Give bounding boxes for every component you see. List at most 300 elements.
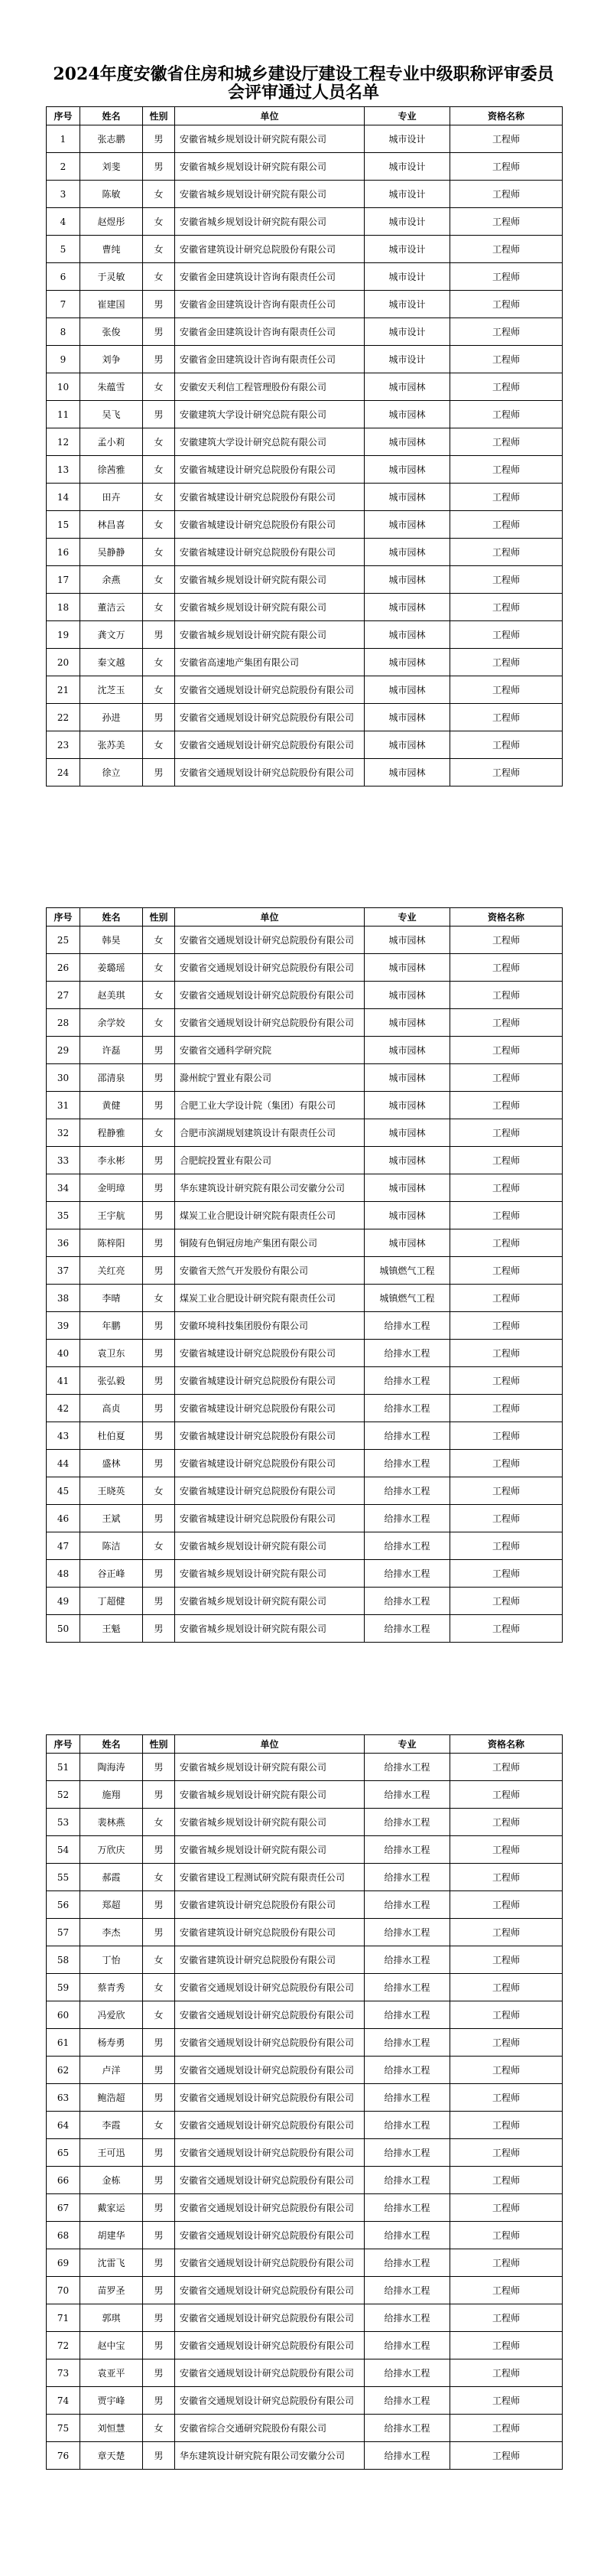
table-row [47, 1974, 563, 2001]
table-row [47, 566, 563, 594]
cell-qualification: 工程师 [450, 1202, 563, 1229]
cell-qualification: 工程师 [450, 759, 563, 786]
cell-unit: 安徽省交通规划设计研究总院股份有限公司 [175, 676, 365, 704]
cell-name: 杜伯夏 [80, 1422, 143, 1450]
cell-major: 城市园林 [365, 621, 450, 649]
cell-no: 3 [47, 181, 80, 208]
cell-qualification: 工程师 [450, 621, 563, 649]
cell-unit: 安徽省城乡规划设计研究院有限公司 [175, 1754, 365, 1781]
table-row [47, 2084, 563, 2112]
cell-no: 71 [47, 2304, 80, 2332]
cell-no: 67 [47, 2194, 80, 2222]
cell-qualification: 工程师 [450, 539, 563, 566]
table-row [47, 2139, 563, 2167]
cell-qualification: 工程师 [450, 1367, 563, 1395]
cell-qualification: 工程师 [450, 484, 563, 511]
table-row [47, 484, 563, 511]
cell-major: 给排水工程 [365, 1615, 450, 1643]
cell-name: 崔建国 [80, 291, 143, 318]
cell-name: 赵美琪 [80, 982, 143, 1009]
cell-no: 13 [47, 456, 80, 484]
cell-qualification: 工程师 [450, 2112, 563, 2139]
cell-unit: 安徽省交通规划设计研究总院股份有限公司 [175, 731, 365, 759]
table-row [47, 1505, 563, 1532]
cell-gender: 男 [143, 1367, 175, 1395]
cell-unit: 安徽省金田建筑设计咨询有限责任公司 [175, 346, 365, 373]
table-row [47, 2112, 563, 2139]
table-body [47, 1754, 563, 2470]
cell-no: 4 [47, 208, 80, 236]
cell-major: 城市设计 [365, 236, 450, 263]
table-row [47, 401, 563, 428]
cell-qualification: 工程师 [450, 1946, 563, 1974]
cell-gender: 女 [143, 1285, 175, 1312]
cell-qualification: 工程师 [450, 1285, 563, 1312]
cell-qualification: 工程师 [450, 2415, 563, 2442]
cell-name: 丁超健 [80, 1588, 143, 1615]
cell-unit: 安徽省交通规划设计研究总院股份有限公司 [175, 982, 365, 1009]
cell-gender: 女 [143, 982, 175, 1009]
cell-unit: 安徽省天然气开发股份有限公司 [175, 1257, 365, 1285]
cell-no: 1 [47, 125, 80, 153]
cell-unit: 安徽省交通规划设计研究总院股份有限公司 [175, 2222, 365, 2249]
cell-qualification: 工程师 [450, 511, 563, 539]
cell-no: 70 [47, 2277, 80, 2304]
cell-name: 胡建华 [80, 2222, 143, 2249]
cell-name: 张弘毅 [80, 1367, 143, 1395]
cell-gender: 男 [143, 1588, 175, 1615]
table-row [47, 511, 563, 539]
cell-gender: 女 [143, 236, 175, 263]
cell-name: 张苏美 [80, 731, 143, 759]
header-gender: 性别 [143, 1735, 175, 1754]
cell-major: 城市园林 [365, 731, 450, 759]
cell-name: 林昌喜 [80, 511, 143, 539]
table-row [47, 2304, 563, 2332]
cell-major: 城市园林 [365, 759, 450, 786]
cell-no: 43 [47, 1422, 80, 1450]
cell-no: 24 [47, 759, 80, 786]
cell-no: 76 [47, 2442, 80, 2470]
cell-qualification: 工程师 [450, 125, 563, 153]
cell-no: 40 [47, 1340, 80, 1367]
cell-gender: 女 [143, 1119, 175, 1147]
cell-major: 给排水工程 [365, 1312, 450, 1340]
header-gender: 性别 [143, 107, 175, 125]
cell-name: 王可迅 [80, 2139, 143, 2167]
cell-no: 68 [47, 2222, 80, 2249]
cell-qualification: 工程师 [450, 1615, 563, 1643]
cell-gender: 男 [143, 1450, 175, 1477]
table-row [47, 1312, 563, 1340]
cell-qualification: 工程师 [450, 373, 563, 401]
table-row [47, 318, 563, 346]
cell-unit: 安徽省交通规划设计研究总院股份有限公司 [175, 2359, 365, 2387]
cell-qualification: 工程师 [450, 456, 563, 484]
cell-name: 赵中宝 [80, 2332, 143, 2359]
cell-gender: 女 [143, 373, 175, 401]
cell-qualification: 工程师 [450, 2332, 563, 2359]
cell-gender: 男 [143, 125, 175, 153]
cell-qualification: 工程师 [450, 1340, 563, 1367]
cell-name: 黄健 [80, 1092, 143, 1119]
cell-no: 34 [47, 1174, 80, 1202]
cell-qualification: 工程师 [450, 594, 563, 621]
table-row [47, 2057, 563, 2084]
cell-unit: 安徽省城建设计研究总院股份有限公司 [175, 1477, 365, 1505]
cell-major: 给排水工程 [365, 1450, 450, 1477]
cell-no: 31 [47, 1092, 80, 1119]
cell-major: 给排水工程 [365, 1919, 450, 1946]
cell-major: 给排水工程 [365, 1395, 450, 1422]
cell-name: 袁亚平 [80, 2359, 143, 2387]
table-row [47, 1037, 563, 1064]
cell-major: 城市园林 [365, 1202, 450, 1229]
cell-gender: 女 [143, 954, 175, 982]
table-row [47, 1450, 563, 1477]
cell-name: 王宇航 [80, 1202, 143, 1229]
cell-qualification: 工程师 [450, 927, 563, 954]
cell-qualification: 工程师 [450, 291, 563, 318]
cell-qualification: 工程师 [450, 2001, 563, 2029]
cell-gender: 男 [143, 759, 175, 786]
cell-name: 蔡青秀 [80, 1974, 143, 2001]
cell-name: 施翔 [80, 1781, 143, 1809]
table-row [47, 759, 563, 786]
cell-no: 12 [47, 428, 80, 456]
cell-gender: 男 [143, 1754, 175, 1781]
cell-unit: 安徽省交通规划设计研究总院股份有限公司 [175, 2194, 365, 2222]
table-row [47, 1257, 563, 1285]
table-row [47, 346, 563, 373]
cell-gender: 男 [143, 2139, 175, 2167]
cell-qualification: 工程师 [450, 428, 563, 456]
cell-gender: 女 [143, 428, 175, 456]
cell-qualification: 工程师 [450, 181, 563, 208]
cell-major: 给排水工程 [365, 2139, 450, 2167]
table-row [47, 1532, 563, 1560]
cell-unit: 安徽省城乡规划设计研究院有限公司 [175, 621, 365, 649]
cell-unit: 安徽省建筑设计研究总院股份有限公司 [175, 1891, 365, 1919]
cell-unit: 安徽省城乡规划设计研究院有限公司 [175, 125, 365, 153]
cell-major: 给排水工程 [365, 2222, 450, 2249]
cell-major: 城市园林 [365, 511, 450, 539]
cell-gender: 男 [143, 1919, 175, 1946]
cell-name: 李晴 [80, 1285, 143, 1312]
cell-name: 董洁云 [80, 594, 143, 621]
table-row [47, 539, 563, 566]
cell-gender: 女 [143, 539, 175, 566]
cell-major: 城市园林 [365, 1147, 450, 1174]
cell-name: 谷正峰 [80, 1560, 143, 1588]
cell-unit: 煤炭工业合肥设计研究院有限责任公司 [175, 1202, 365, 1229]
cell-gender: 女 [143, 1809, 175, 1836]
table-header-row [47, 908, 563, 927]
cell-name: 卢洋 [80, 2057, 143, 2084]
cell-no: 64 [47, 2112, 80, 2139]
cell-no: 52 [47, 1781, 80, 1809]
cell-name: 朱蕴雪 [80, 373, 143, 401]
cell-gender: 男 [143, 1422, 175, 1450]
table-row [47, 1174, 563, 1202]
cell-gender: 男 [143, 1229, 175, 1257]
cell-qualification: 工程师 [450, 1809, 563, 1836]
cell-no: 50 [47, 1615, 80, 1643]
cell-qualification: 工程师 [450, 1864, 563, 1891]
cell-name: 杨寿勇 [80, 2029, 143, 2057]
cell-gender: 男 [143, 1615, 175, 1643]
cell-gender: 男 [143, 1891, 175, 1919]
cell-qualification: 工程师 [450, 704, 563, 731]
cell-unit: 华东建筑设计研究院有限公司安徽分公司 [175, 2442, 365, 2470]
title-line-2: 会评审通过人员名单 [227, 83, 379, 103]
table-row [47, 2332, 563, 2359]
table-row [47, 2167, 563, 2194]
cell-unit: 安徽省城乡规划设计研究院有限公司 [175, 1560, 365, 1588]
cell-gender: 女 [143, 731, 175, 759]
table-body [47, 125, 563, 786]
cell-major: 城市园林 [365, 456, 450, 484]
cell-name: 吴静静 [80, 539, 143, 566]
cell-qualification: 工程师 [450, 1147, 563, 1174]
cell-no: 45 [47, 1477, 80, 1505]
cell-no: 28 [47, 1009, 80, 1037]
cell-major: 给排水工程 [365, 1560, 450, 1588]
table-row [47, 2359, 563, 2387]
table-row [47, 676, 563, 704]
table-body [47, 927, 563, 1643]
cell-major: 城市园林 [365, 927, 450, 954]
roster-table-page-3 [46, 1734, 563, 2470]
cell-qualification: 工程师 [450, 1312, 563, 1340]
header-unit: 单位 [175, 1735, 365, 1754]
cell-no: 41 [47, 1367, 80, 1395]
cell-name: 陈洁 [80, 1532, 143, 1560]
cell-qualification: 工程师 [450, 2387, 563, 2415]
header-no: 序号 [47, 1735, 80, 1754]
cell-qualification: 工程师 [450, 2249, 563, 2277]
cell-qualification: 工程师 [450, 1754, 563, 1781]
cell-no: 32 [47, 1119, 80, 1147]
table-row [47, 1919, 563, 1946]
cell-major: 给排水工程 [365, 1532, 450, 1560]
cell-major: 城市设计 [365, 181, 450, 208]
cell-name: 郑超 [80, 1891, 143, 1919]
cell-no: 54 [47, 1836, 80, 1864]
title-line-1: 2024年度安徽省住房和城乡建设厅建设工程专业中级职称评审委员 [53, 64, 554, 84]
cell-no: 18 [47, 594, 80, 621]
cell-unit: 安徽省金田建筑设计咨询有限责任公司 [175, 291, 365, 318]
cell-qualification: 工程师 [450, 954, 563, 982]
cell-major: 给排水工程 [365, 2304, 450, 2332]
cell-unit: 安徽省高速地产集团有限公司 [175, 649, 365, 676]
cell-unit: 安徽省综合交通研究院股份有限公司 [175, 2415, 365, 2442]
table-row [47, 2222, 563, 2249]
cell-name: 高贞 [80, 1395, 143, 1422]
cell-major: 城市园林 [365, 428, 450, 456]
cell-gender: 男 [143, 1836, 175, 1864]
table-row [47, 1064, 563, 1092]
cell-gender: 男 [143, 1092, 175, 1119]
cell-name: 徐茜雅 [80, 456, 143, 484]
cell-name: 王斌 [80, 1505, 143, 1532]
cell-unit: 安徽省城建设计研究总院股份有限公司 [175, 1367, 365, 1395]
cell-name: 郝霞 [80, 1864, 143, 1891]
cell-name: 沈芝玉 [80, 676, 143, 704]
cell-no: 7 [47, 291, 80, 318]
cell-no: 19 [47, 621, 80, 649]
cell-unit: 安徽建筑大学设计研究总院有限公司 [175, 401, 365, 428]
cell-major: 给排水工程 [365, 1946, 450, 1974]
cell-no: 22 [47, 704, 80, 731]
table-row [47, 2277, 563, 2304]
cell-no: 69 [47, 2249, 80, 2277]
cell-major: 城市设计 [365, 208, 450, 236]
table-row [47, 1229, 563, 1257]
cell-name: 刘争 [80, 346, 143, 373]
cell-gender: 男 [143, 2249, 175, 2277]
cell-unit: 安徽省城建设计研究总院股份有限公司 [175, 1450, 365, 1477]
cell-qualification: 工程师 [450, 401, 563, 428]
cell-gender: 女 [143, 1009, 175, 1037]
cell-unit: 安徽省城乡规划设计研究院有限公司 [175, 1532, 365, 1560]
table-row [47, 208, 563, 236]
cell-name: 曹纯 [80, 236, 143, 263]
cell-gender: 男 [143, 1560, 175, 1588]
cell-gender: 男 [143, 704, 175, 731]
cell-no: 57 [47, 1919, 80, 1946]
cell-unit: 安徽省交通规划设计研究总院股份有限公司 [175, 2332, 365, 2359]
cell-no: 53 [47, 1809, 80, 1836]
cell-gender: 女 [143, 181, 175, 208]
cell-major: 城市园林 [365, 539, 450, 566]
cell-qualification: 工程师 [450, 2167, 563, 2194]
cell-qualification: 工程师 [450, 2139, 563, 2167]
cell-name: 刘恒慧 [80, 2415, 143, 2442]
cell-no: 60 [47, 2001, 80, 2029]
cell-gender: 女 [143, 566, 175, 594]
cell-major: 城市园林 [365, 594, 450, 621]
cell-major: 城市设计 [365, 125, 450, 153]
header-major: 专业 [365, 1735, 450, 1754]
cell-gender: 女 [143, 927, 175, 954]
cell-major: 城市园林 [365, 1009, 450, 1037]
cell-gender: 男 [143, 2304, 175, 2332]
cell-unit: 安徽省城建设计研究总院股份有限公司 [175, 1395, 365, 1422]
cell-qualification: 工程师 [450, 346, 563, 373]
cell-name: 贾宇峰 [80, 2387, 143, 2415]
cell-name: 李永彬 [80, 1147, 143, 1174]
cell-no: 56 [47, 1891, 80, 1919]
cell-major: 给排水工程 [365, 2194, 450, 2222]
cell-gender: 男 [143, 2442, 175, 2470]
cell-unit: 安徽省城建设计研究总院股份有限公司 [175, 1505, 365, 1532]
cell-qualification: 工程师 [450, 263, 563, 291]
cell-major: 城市园林 [365, 649, 450, 676]
cell-name: 许磊 [80, 1037, 143, 1064]
header-qualification: 资格名称 [450, 908, 563, 927]
cell-qualification: 工程师 [450, 208, 563, 236]
cell-no: 6 [47, 263, 80, 291]
cell-major: 城市园林 [365, 1037, 450, 1064]
cell-major: 给排水工程 [365, 2415, 450, 2442]
cell-unit: 安徽省城乡规划设计研究院有限公司 [175, 181, 365, 208]
table-row [47, 1891, 563, 1919]
cell-name: 韩昊 [80, 927, 143, 954]
cell-name: 姜璐瑶 [80, 954, 143, 982]
cell-qualification: 工程师 [450, 153, 563, 181]
cell-qualification: 工程师 [450, 2084, 563, 2112]
cell-unit: 安徽省交通规划设计研究总院股份有限公司 [175, 1974, 365, 2001]
header-unit: 单位 [175, 107, 365, 125]
table-row [47, 927, 563, 954]
cell-gender: 女 [143, 594, 175, 621]
cell-unit: 安徽省城建设计研究总院股份有限公司 [175, 484, 365, 511]
cell-unit: 安徽省交通规划设计研究总院股份有限公司 [175, 2277, 365, 2304]
cell-unit: 安徽省交通规划设计研究总院股份有限公司 [175, 2139, 365, 2167]
cell-unit: 安徽省城建设计研究总院股份有限公司 [175, 456, 365, 484]
cell-gender: 男 [143, 1147, 175, 1174]
cell-major: 城市设计 [365, 291, 450, 318]
cell-qualification: 工程师 [450, 1119, 563, 1147]
cell-name: 刘斐 [80, 153, 143, 181]
table-row [47, 1147, 563, 1174]
table-row [47, 1615, 563, 1643]
table-row [47, 954, 563, 982]
cell-major: 给排水工程 [365, 2249, 450, 2277]
cell-unit: 安徽省交通规划设计研究总院股份有限公司 [175, 2387, 365, 2415]
cell-gender: 男 [143, 2222, 175, 2249]
table-row [47, 2415, 563, 2442]
cell-gender: 女 [143, 1477, 175, 1505]
cell-unit: 安徽省交通科学研究院 [175, 1037, 365, 1064]
cell-qualification: 工程师 [450, 1919, 563, 1946]
cell-major: 城市园林 [365, 704, 450, 731]
table-row [47, 2194, 563, 2222]
table-row [47, 1754, 563, 1781]
cell-name: 余学姣 [80, 1009, 143, 1037]
cell-name: 张志鹏 [80, 125, 143, 153]
cell-no: 63 [47, 2084, 80, 2112]
cell-no: 42 [47, 1395, 80, 1422]
cell-unit: 滁州皖宁置业有限公司 [175, 1064, 365, 1092]
table-row [47, 1119, 563, 1147]
table-row [47, 181, 563, 208]
table-row [47, 456, 563, 484]
cell-qualification: 工程师 [450, 1781, 563, 1809]
header-gender: 性别 [143, 908, 175, 927]
cell-name: 程静雅 [80, 1119, 143, 1147]
cell-qualification: 工程师 [450, 1532, 563, 1560]
cell-no: 30 [47, 1064, 80, 1092]
table-row [47, 1781, 563, 1809]
cell-qualification: 工程师 [450, 2222, 563, 2249]
cell-major: 城市园林 [365, 954, 450, 982]
cell-name: 陈敏 [80, 181, 143, 208]
cell-unit: 安徽省城建设计研究总院股份有限公司 [175, 1422, 365, 1450]
table-row [47, 291, 563, 318]
cell-major: 城市园林 [365, 566, 450, 594]
cell-major: 给排水工程 [365, 2001, 450, 2029]
cell-major: 给排水工程 [365, 1781, 450, 1809]
cell-qualification: 工程师 [450, 2442, 563, 2470]
table-row [47, 1395, 563, 1422]
cell-unit: 安徽省交通规划设计研究总院股份有限公司 [175, 954, 365, 982]
cell-no: 37 [47, 1257, 80, 1285]
cell-name: 郭琪 [80, 2304, 143, 2332]
cell-qualification: 工程师 [450, 1229, 563, 1257]
cell-qualification: 工程师 [450, 1450, 563, 1477]
